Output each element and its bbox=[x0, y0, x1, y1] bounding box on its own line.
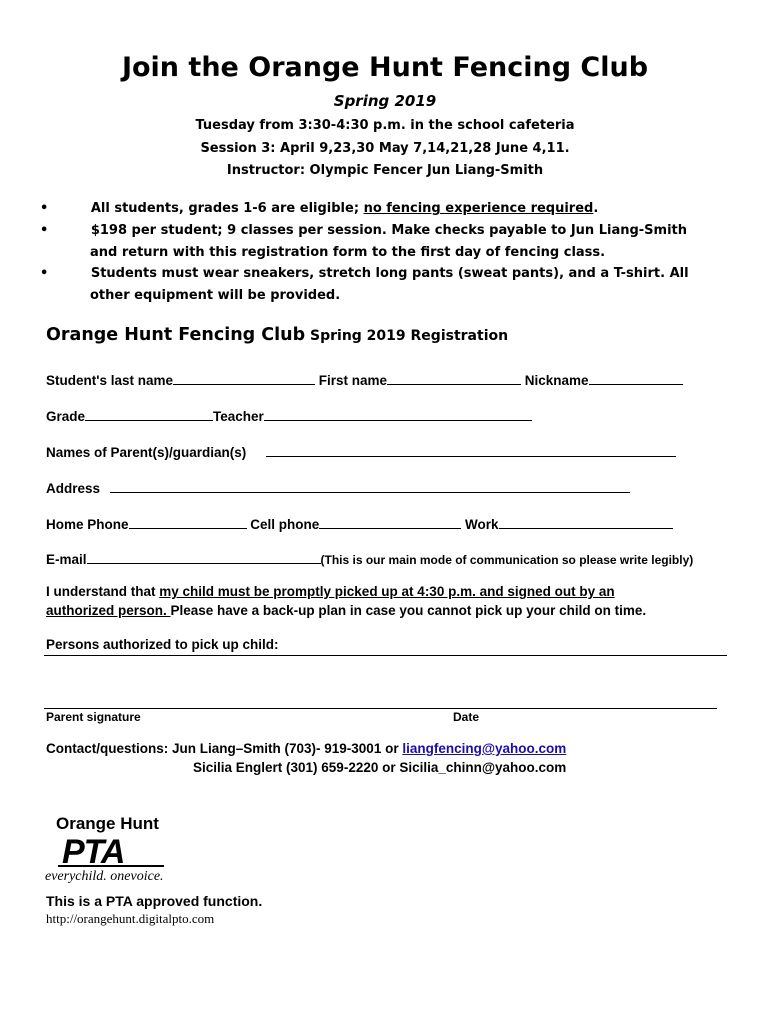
signature-line[interactable] bbox=[44, 708, 717, 709]
date-label: Date bbox=[453, 710, 480, 724]
footer-url: http://orangehunt.digitalpto.com bbox=[46, 911, 215, 926]
first-name-label: First name bbox=[315, 373, 388, 388]
address-field[interactable] bbox=[110, 480, 630, 493]
pickup-underlined-1: my child must be promptly picked up at 4:30 p.m. and signed out by an bbox=[159, 584, 615, 599]
nickname-field[interactable] bbox=[589, 372, 683, 385]
parents-row bbox=[46, 444, 676, 460]
bullet-item bbox=[40, 266, 689, 281]
page-subtitle: Spring 2019 bbox=[333, 92, 437, 110]
teacher-field[interactable] bbox=[264, 408, 532, 421]
logo-top-text: Orange Hunt bbox=[56, 814, 159, 833]
bullet-item bbox=[40, 223, 687, 238]
contact-label: Contact/questions: Jun Liang–Smith (703)- 919-3001 or bbox=[46, 741, 403, 756]
bullet-text-cont: other equipment will be provided. bbox=[90, 288, 341, 303]
bullet-end: . bbox=[593, 201, 599, 216]
cell-phone-label: Cell phone bbox=[246, 517, 320, 532]
parents-label: Names of Parent(s)/guardian(s) bbox=[46, 445, 247, 460]
registration-title-main: Orange Hunt Fencing Club bbox=[46, 325, 306, 345]
first-name-field[interactable] bbox=[387, 372, 521, 385]
pickup-line-1 bbox=[46, 584, 615, 599]
pickup-intro: I understand that bbox=[46, 584, 160, 599]
bullet-text: Students must wear sneakers, stretch long pants (sweat pants), and a T-shirt. All bbox=[90, 266, 689, 281]
email-label: E-mail bbox=[46, 552, 87, 567]
bullet-underlined: no fencing experience required bbox=[363, 201, 594, 216]
pta-logo-text: PTA bbox=[62, 833, 125, 871]
instructor-line: Instructor: Olympic Fencer Jun Liang-Smith bbox=[226, 163, 544, 178]
parents-field[interactable] bbox=[266, 444, 676, 457]
cell-phone-field[interactable] bbox=[319, 516, 461, 529]
home-phone-label: Home Phone bbox=[46, 517, 129, 532]
page-title: Join the Orange Hunt Fencing Club bbox=[121, 52, 649, 83]
logo-tagline: everychild. onevoice. bbox=[45, 869, 164, 884]
last-name-label: Student's last name bbox=[46, 373, 173, 388]
last-name-field[interactable] bbox=[173, 372, 315, 385]
email-field[interactable] bbox=[87, 551, 321, 564]
home-phone-field[interactable] bbox=[129, 516, 247, 529]
registration-title-sub: Spring 2019 Registration bbox=[305, 328, 509, 344]
contact-line-2: Sicilia Englert (301) 659-2220 or Sicilia_chinn@yahoo.com bbox=[193, 760, 567, 775]
bullet-text-cont: and return with this registration form to the first day of fencing class. bbox=[90, 245, 606, 260]
persons-label: Persons authorized to pick up child: bbox=[46, 637, 279, 652]
grade-field[interactable] bbox=[85, 408, 213, 421]
pickup-rest: Please have a back-up plan in case you cannot pick up your child on time. bbox=[170, 603, 647, 618]
bullet-dot: • bbox=[40, 266, 49, 281]
bullet-text: $198 per student; 9 classes per session. Make checks payable to Jun Liang-Smith bbox=[90, 223, 688, 238]
name-row bbox=[46, 372, 683, 388]
contact-line-1 bbox=[46, 741, 566, 756]
work-field[interactable] bbox=[499, 516, 673, 529]
pickup-line-2 bbox=[46, 603, 646, 618]
grade-row bbox=[46, 408, 532, 424]
schedule-line: Tuesday from 3:30-4:30 p.m. in the school cafeteria bbox=[195, 118, 575, 133]
teacher-label: Teacher bbox=[213, 409, 264, 424]
address-row bbox=[46, 480, 630, 496]
work-label: Work bbox=[461, 517, 499, 532]
pta-logo-icon bbox=[56, 838, 166, 868]
bullet-dot: • bbox=[40, 223, 49, 238]
bullet-dot: • bbox=[40, 201, 49, 216]
persons-field[interactable] bbox=[44, 655, 727, 656]
registration-title bbox=[46, 325, 508, 345]
grade-label: Grade bbox=[46, 409, 86, 424]
email-note: (This is our main mode of communication so please write legibly) bbox=[320, 553, 694, 567]
email-row bbox=[46, 551, 693, 567]
bullet-text: All students, grades 1-6 are eligible; bbox=[90, 201, 364, 216]
session-line: Session 3: April 9,23,30 May 7,14,21,28 June 4,11. bbox=[200, 141, 570, 156]
bullet-item bbox=[40, 201, 598, 216]
contact-email-link[interactable]: liangfencing@yahoo.com bbox=[402, 741, 567, 756]
nickname-label: Nickname bbox=[521, 373, 589, 388]
parent-signature-label: Parent signature bbox=[46, 710, 141, 724]
address-label: Address bbox=[46, 481, 101, 496]
approved-text: This is a PTA approved function. bbox=[46, 893, 263, 909]
phone-row bbox=[46, 516, 673, 532]
pickup-underlined-2: authorized person. bbox=[46, 603, 171, 618]
